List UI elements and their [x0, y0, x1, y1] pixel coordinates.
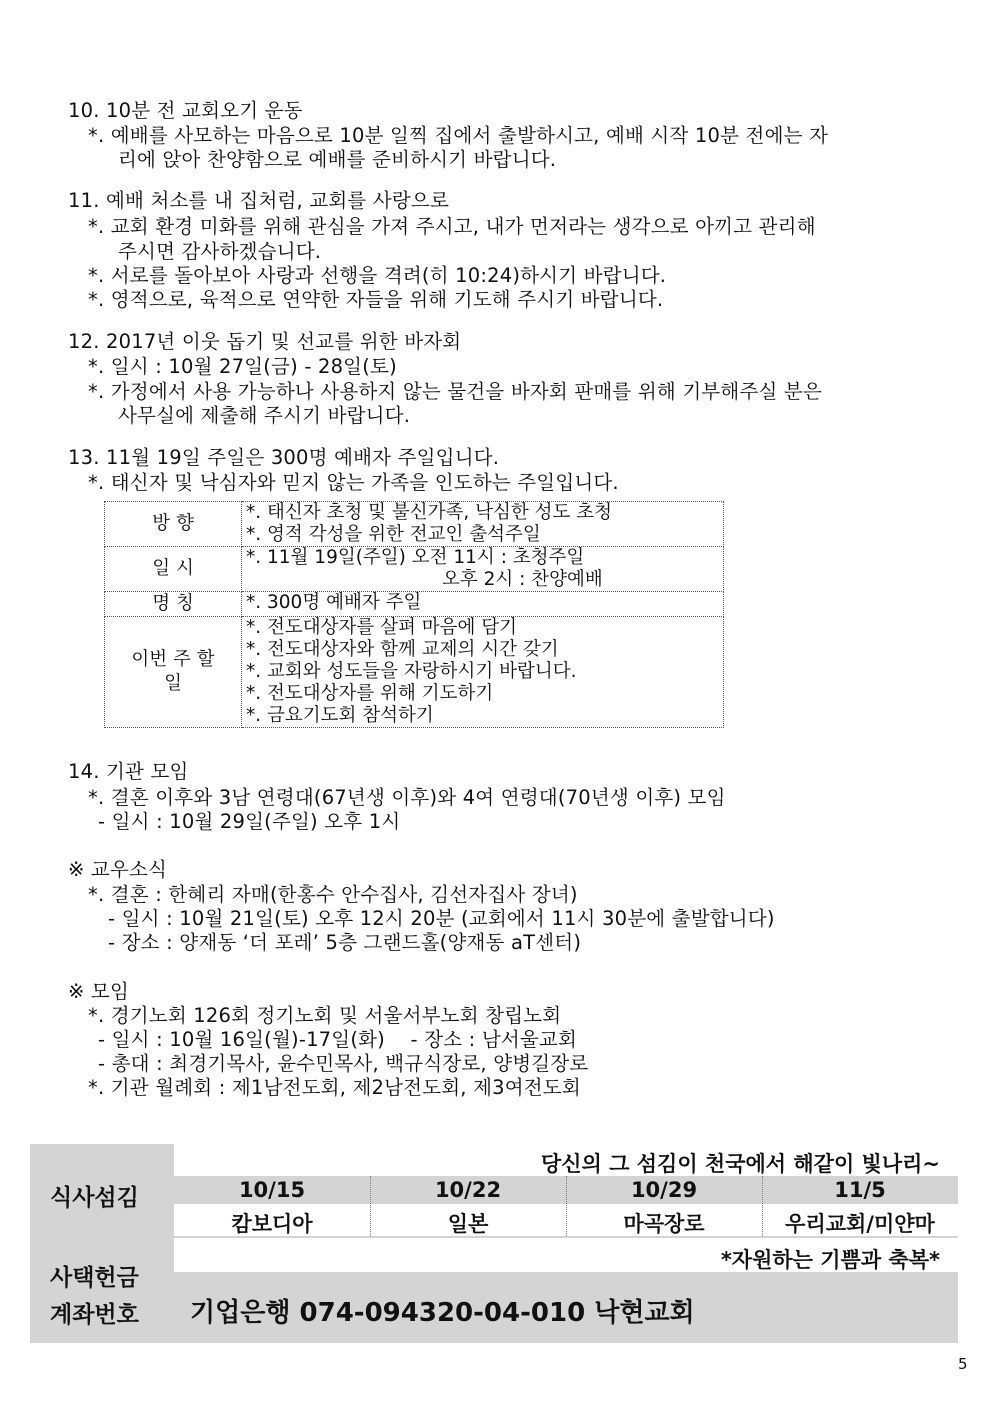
column-divider — [370, 1176, 371, 1236]
event-table — [104, 501, 724, 728]
date-cell: 10/29 — [630, 1178, 698, 1202]
meeting-heading: ※ 모임 — [68, 980, 130, 1003]
event-row — [105, 547, 724, 592]
section-12-line: *. 가정에서 사용 가능하나 사용하지 않는 물건을 바자회 판매를 위해 기부해주실 분은 — [88, 380, 822, 403]
event-value-line: *. 전도대상자를 살펴 마음에 담기 — [246, 617, 517, 638]
section-10-heading: 10. 10분 전 교회오기 운동 — [68, 99, 303, 122]
section-13-line: *. 태신자 및 낙심자와 믿지 않는 가족을 인도하는 주일입니다. — [88, 471, 619, 494]
section-14-line: *. 결혼 이후와 3남 연령대(67년생 이후)와 4여 연령대(70년생 이후) 모임 — [88, 786, 726, 809]
event-label: 이번 주 할 일 — [105, 617, 242, 728]
event-row — [105, 502, 724, 547]
event-value-line: *. 전도대상자와 함께 교제의 시간 갖기 — [246, 639, 559, 660]
section-13-heading: 13. 11월 19일 주일은 300명 예배자 주일입니다. — [68, 446, 500, 469]
server-cell: 마곡장로 — [623, 1212, 705, 1236]
section-10-line: 리에 앉아 찬양함으로 예배를 준비하시기 바랍니다. — [118, 148, 557, 171]
offering-note: *자원하는 기쁨과 축복* — [720, 1248, 940, 1272]
meal-label: 식사섬김 — [50, 1185, 139, 1211]
section-12-line: 사무실에 제출해 주시기 바랍니다. — [118, 404, 411, 427]
section-11-line: *. 서로를 돌아보아 사랑과 선행을 격려(히 10:24)하시기 바랍니다. — [88, 264, 667, 287]
server-cell: 우리교회/미얀마 — [785, 1212, 935, 1236]
event-value-line: *. 교회와 성도들을 자랑하시기 바랍니다. — [246, 661, 577, 682]
date-cell: 11/5 — [834, 1178, 886, 1202]
event-value-line: *. 11월 19일(주일) 오전 11시 : 초청주일 — [246, 547, 585, 568]
column-divider — [566, 1176, 567, 1236]
event-value — [242, 547, 724, 592]
server-cell: 캄보디아 — [231, 1212, 313, 1236]
column-divider — [762, 1176, 763, 1236]
event-row — [105, 617, 724, 728]
slogan-text: 당신의 그 섬김이 천국에서 해같이 빛나리~ — [540, 1152, 940, 1176]
event-value — [242, 617, 724, 728]
section-10-line: *. 예배를 사모하는 마음으로 10분 일찍 집에서 출발하시고, 예배 시작 10분 전에는 자 — [88, 124, 829, 147]
event-value — [242, 502, 724, 547]
news-line: *. 결혼 : 한혜리 자매(한홍수 안수집사, 김선자집사 장녀) — [88, 883, 578, 906]
section-14-line: - 일시 : 10월 29일(주일) 오후 1시 — [98, 810, 401, 833]
meeting-line: - 일시 : 10월 16일(월)-17일(화) - 장소 : 남서울교회 — [98, 1028, 578, 1051]
event-value-line: *. 태신자 초청 및 불신가족, 낙심한 성도 초청 — [246, 502, 612, 523]
news-line: - 장소 : 양재동 ‘더 포레’ 5층 그랜드홀(양재동 aT센터) — [108, 931, 582, 954]
meeting-line: - 총대 : 최경기목사, 윤수민목사, 백규식장로, 양병길장로 — [98, 1052, 589, 1075]
event-label: 일 시 — [105, 547, 242, 592]
event-label: 방 향 — [105, 502, 242, 547]
date-cell: 10/22 — [434, 1178, 502, 1202]
section-11-line: 주시면 감사하겠습니다. — [118, 240, 322, 263]
event-row — [105, 592, 724, 617]
account-number: 기업은행 074-094320-04-010 낙현교회 — [190, 1298, 695, 1328]
section-11-line: *. 교회 환경 미화를 위해 관심을 가져 주시고, 내가 먼저라는 생각으로 아끼고 관리해 — [88, 215, 816, 238]
section-14-heading: 14. 기관 모임 — [68, 760, 189, 783]
event-value-line: *. 전도대상자를 위해 기도하기 — [246, 683, 494, 704]
meeting-line: *. 기관 월례회 : 제1남전도회, 제2남전도회, 제3여전도회 — [88, 1076, 581, 1099]
news-line: - 일시 : 10월 21일(토) 오후 12시 20분 (교회에서 11시 30분에 출발합니다) — [108, 907, 775, 930]
date-cell: 10/15 — [238, 1178, 306, 1202]
section-11-line: *. 영적으로, 육적으로 연약한 자들을 위해 기도해 주시기 바랍니다. — [88, 288, 664, 311]
event-value-line: *. 300명 예배자 주일 — [246, 592, 422, 613]
section-12-heading: 12. 2017년 이웃 돕기 및 선교를 위한 바자회 — [68, 330, 462, 353]
section-12-line: *. 일시 : 10월 27일(금) - 28일(토) — [88, 355, 397, 378]
event-value-line: 오후 2시 : 찬양예배 — [442, 569, 603, 590]
account-label: 계좌번호 — [50, 1302, 139, 1328]
meeting-line: *. 경기노회 126회 정기노회 및 서울서부노회 창립노회 — [88, 1004, 562, 1027]
event-value — [242, 592, 724, 617]
section-11-heading: 11. 예배 처소를 내 집처럼, 교회를 사랑으로 — [68, 189, 449, 212]
server-cell: 일본 — [447, 1212, 489, 1236]
offering-label: 사택헌금 — [50, 1265, 139, 1291]
news-heading: ※ 교우소식 — [68, 858, 168, 881]
page-number: 5 — [958, 1355, 968, 1373]
event-value-line: *. 금요기도회 참석하기 — [246, 705, 434, 726]
event-value-line: *. 영적 각성을 위한 전교인 출석주일 — [246, 524, 541, 545]
event-label: 명 칭 — [105, 592, 242, 617]
